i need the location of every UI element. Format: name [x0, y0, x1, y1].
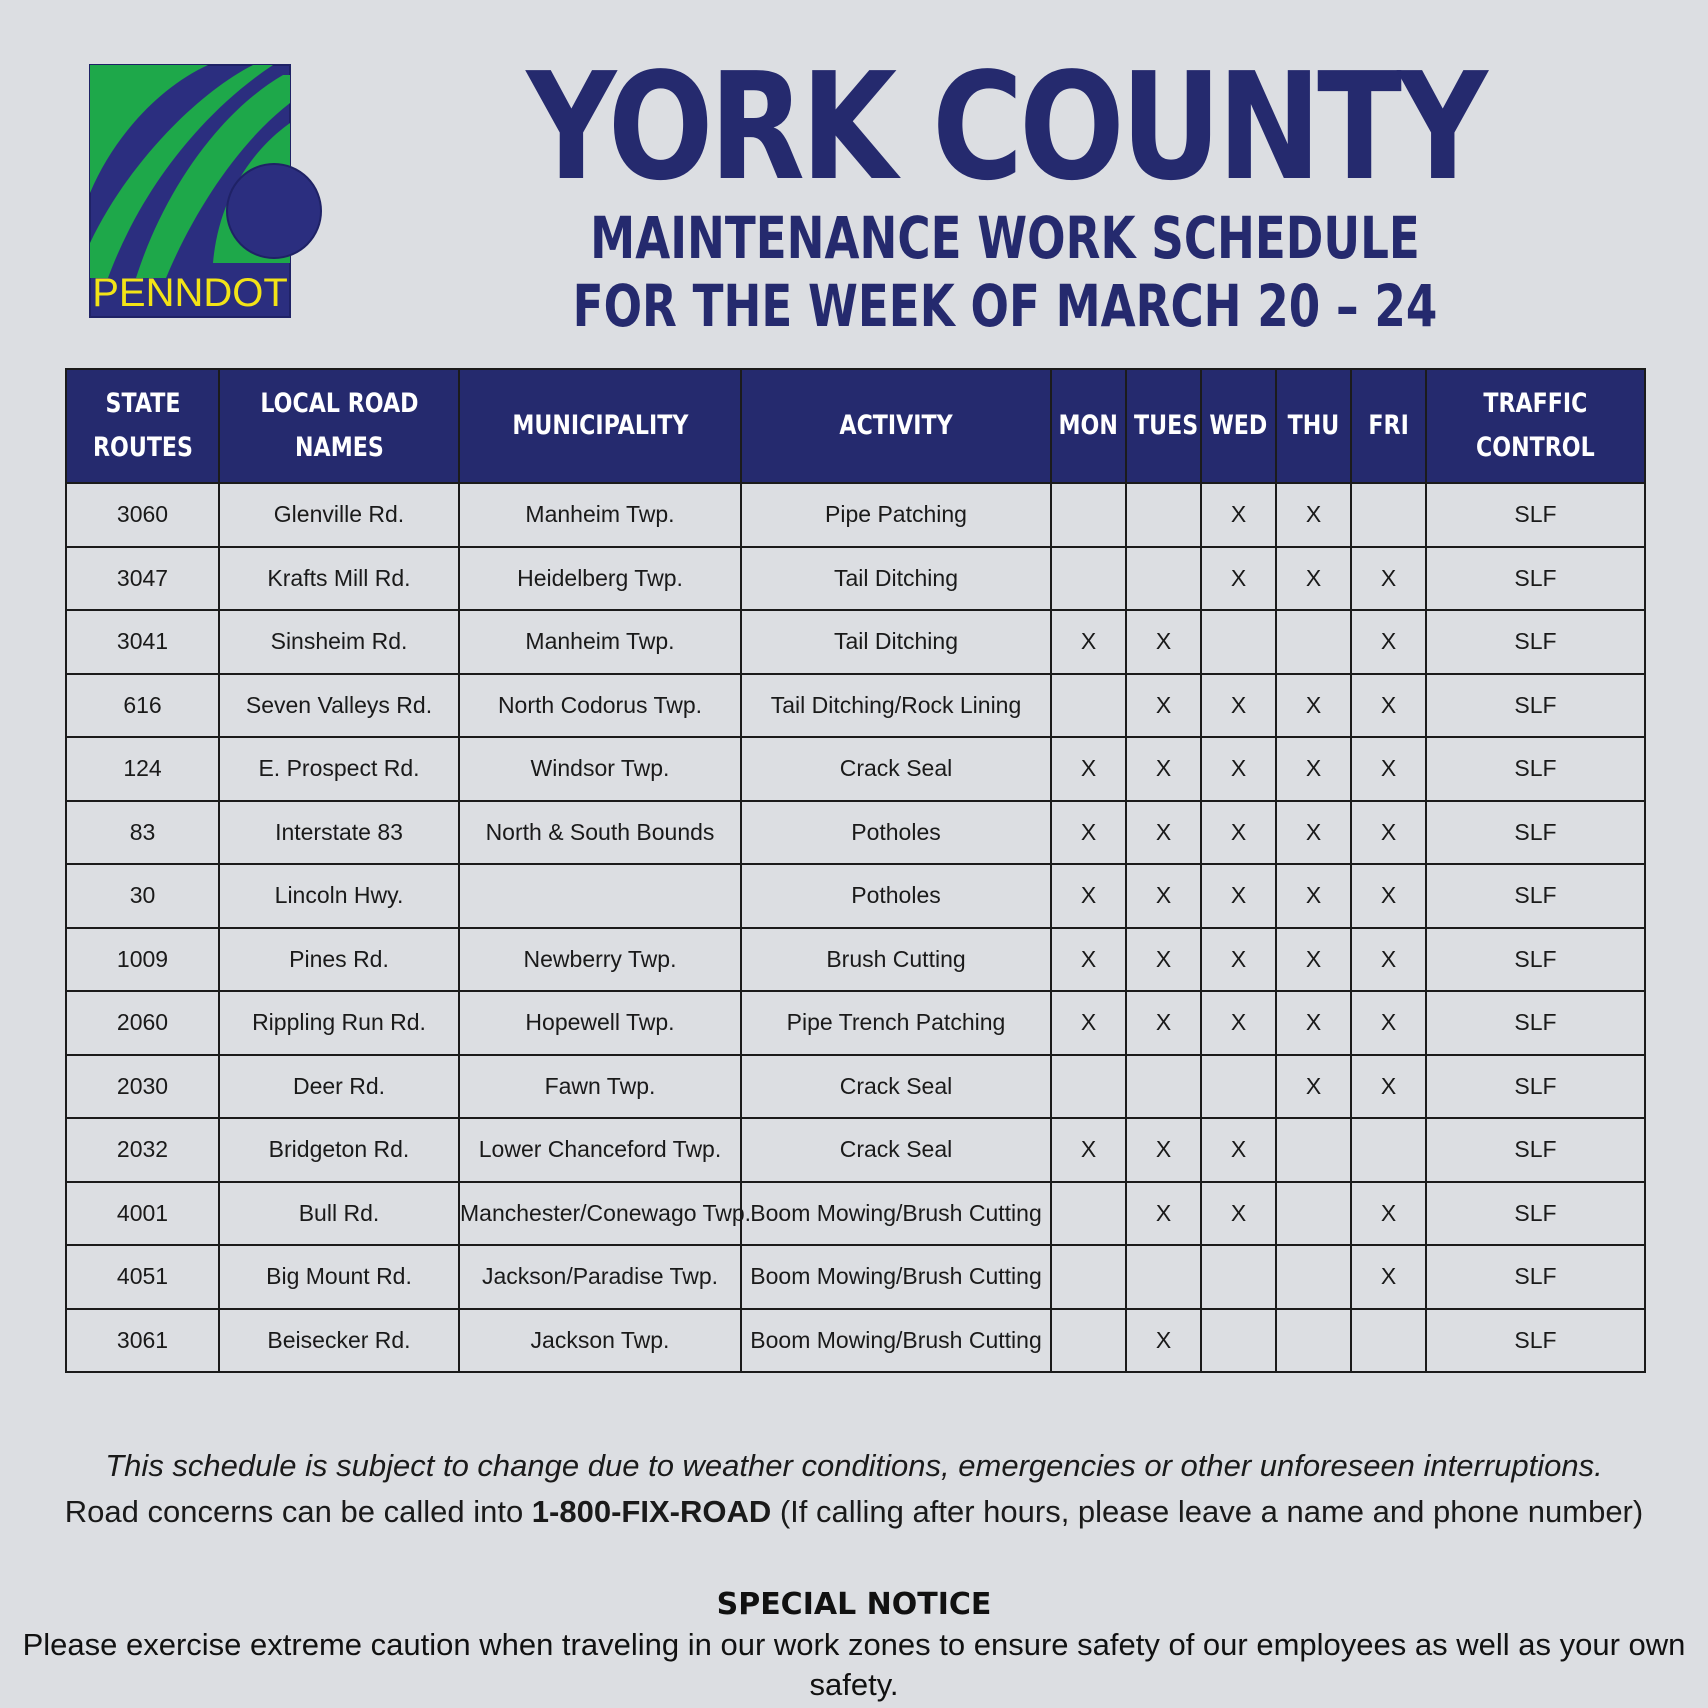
header-municipality: MUNICIPALITY: [459, 369, 741, 483]
cell-thu: [1276, 1309, 1351, 1373]
cell-activity: Potholes: [741, 801, 1051, 865]
cell-tues: X: [1126, 1182, 1201, 1246]
header: [430, 41, 1580, 340]
cell-fri: X: [1351, 1182, 1426, 1246]
cell-thu: [1276, 1182, 1351, 1246]
cell-local-road: Sinsheim Rd.: [219, 610, 459, 674]
cell-mon: [1051, 483, 1126, 547]
cell-activity: Brush Cutting: [741, 928, 1051, 992]
schedule-table: [65, 368, 1646, 1373]
table-row: [66, 1182, 1645, 1246]
cell-wed: [1201, 1245, 1276, 1309]
cell-fri: X: [1351, 547, 1426, 611]
cell-traffic-control: SLF: [1426, 1309, 1645, 1373]
table-row: [66, 610, 1645, 674]
cell-municipality: North & South Bounds: [459, 801, 741, 865]
cell-activity: Tail Ditching/Rock Lining: [741, 674, 1051, 738]
cell-traffic-control: SLF: [1426, 674, 1645, 738]
cell-thu: X: [1276, 864, 1351, 928]
cell-thu: [1276, 610, 1351, 674]
cell-municipality: Manheim Twp.: [459, 610, 741, 674]
table-row: [66, 864, 1645, 928]
special-notice: [0, 1585, 1708, 1705]
cell-traffic-control: SLF: [1426, 483, 1645, 547]
cell-tues: X: [1126, 674, 1201, 738]
cell-activity: Boom Mowing/Brush Cutting: [741, 1182, 1051, 1246]
cell-mon: X: [1051, 737, 1126, 801]
cell-municipality: [459, 864, 741, 928]
cell-tues: X: [1126, 991, 1201, 1055]
cell-traffic-control: SLF: [1426, 1245, 1645, 1309]
cell-thu: X: [1276, 674, 1351, 738]
cell-traffic-control: SLF: [1426, 1055, 1645, 1119]
cell-traffic-control: SLF: [1426, 1118, 1645, 1182]
special-notice-title: SPECIAL NOTICE: [716, 1587, 992, 1622]
cell-tues: X: [1126, 610, 1201, 674]
cell-state-route: 3047: [66, 547, 219, 611]
week-range: FOR THE WEEK OF MARCH 20 – 24: [572, 272, 1438, 340]
cell-traffic-control: SLF: [1426, 1182, 1645, 1246]
table-row: [66, 483, 1645, 547]
cell-municipality: Lower Chanceford Twp.: [459, 1118, 741, 1182]
cell-tues: [1126, 547, 1201, 611]
cell-mon: X: [1051, 991, 1126, 1055]
cell-activity: Crack Seal: [741, 1055, 1051, 1119]
table-row: [66, 991, 1645, 1055]
concerns-prefix: Road concerns can be called into: [64, 1494, 532, 1529]
schedule-body: [66, 483, 1645, 1372]
cell-wed: X: [1201, 864, 1276, 928]
cell-wed: X: [1201, 1182, 1276, 1246]
cell-state-route: 3060: [66, 483, 219, 547]
cell-thu: X: [1276, 483, 1351, 547]
cell-tues: X: [1126, 1309, 1201, 1373]
road-concerns-line: [0, 1489, 1708, 1535]
cell-municipality: Windsor Twp.: [459, 737, 741, 801]
cell-tues: X: [1126, 1118, 1201, 1182]
cell-activity: Crack Seal: [741, 1118, 1051, 1182]
cell-wed: [1201, 1055, 1276, 1119]
cell-mon: [1051, 1055, 1126, 1119]
cell-thu: X: [1276, 547, 1351, 611]
cell-municipality: North Codorus Twp.: [459, 674, 741, 738]
cell-thu: X: [1276, 1055, 1351, 1119]
cell-activity: Tail Ditching: [741, 610, 1051, 674]
cell-local-road: E. Prospect Rd.: [219, 737, 459, 801]
cell-fri: X: [1351, 737, 1426, 801]
cell-mon: X: [1051, 864, 1126, 928]
penndot-logo: [88, 63, 328, 321]
cell-wed: X: [1201, 801, 1276, 865]
table-row: [66, 547, 1645, 611]
concerns-suffix: (If calling after hours, please leave a name and phone number): [771, 1494, 1644, 1529]
header-mon: MON: [1051, 369, 1126, 483]
cell-wed: X: [1201, 991, 1276, 1055]
cell-state-route: 2060: [66, 991, 219, 1055]
cell-tues: [1126, 483, 1201, 547]
cell-fri: X: [1351, 1245, 1426, 1309]
cell-fri: X: [1351, 610, 1426, 674]
table-row: [66, 674, 1645, 738]
penndot-logo-icon: [88, 63, 328, 321]
cell-local-road: Lincoln Hwy.: [219, 864, 459, 928]
cell-traffic-control: SLF: [1426, 547, 1645, 611]
cell-traffic-control: SLF: [1426, 610, 1645, 674]
cell-state-route: 83: [66, 801, 219, 865]
header-state-routes: STATE ROUTES: [66, 369, 219, 483]
cell-tues: X: [1126, 864, 1201, 928]
cell-fri: [1351, 483, 1426, 547]
cell-municipality: Fawn Twp.: [459, 1055, 741, 1119]
cell-thu: [1276, 1245, 1351, 1309]
table-header-row: [66, 369, 1645, 483]
header-thu: THU: [1276, 369, 1351, 483]
cell-activity: Potholes: [741, 864, 1051, 928]
table-row: [66, 1118, 1645, 1182]
cell-activity: Pipe Patching: [741, 483, 1051, 547]
table-row: [66, 928, 1645, 992]
penndot-logo-text: PENNDOT: [92, 271, 288, 315]
table-row: [66, 801, 1645, 865]
table-row: [66, 1309, 1645, 1373]
header-local-road-names: LOCAL ROAD NAMES: [219, 369, 459, 483]
cell-mon: [1051, 1245, 1126, 1309]
header-wed: WED: [1201, 369, 1276, 483]
cell-local-road: Bridgeton Rd.: [219, 1118, 459, 1182]
footer-notes: [0, 1443, 1708, 1535]
cell-local-road: Krafts Mill Rd.: [219, 547, 459, 611]
cell-wed: [1201, 610, 1276, 674]
cell-local-road: Seven Valleys Rd.: [219, 674, 459, 738]
cell-fri: X: [1351, 801, 1426, 865]
special-notice-body: Please exercise extreme caution when traveling in our work zones to ensure safety of our employees as well as your own safety.: [22, 1627, 1686, 1702]
cell-tues: X: [1126, 928, 1201, 992]
cell-mon: X: [1051, 928, 1126, 992]
cell-wed: X: [1201, 483, 1276, 547]
header-traffic-control: TRAFFIC CONTROL: [1426, 369, 1645, 483]
cell-local-road: Pines Rd.: [219, 928, 459, 992]
page-subtitle: MAINTENANCE WORK SCHEDULE: [590, 204, 1420, 272]
cell-thu: X: [1276, 737, 1351, 801]
cell-mon: X: [1051, 801, 1126, 865]
cell-state-route: 4001: [66, 1182, 219, 1246]
cell-state-route: 30: [66, 864, 219, 928]
cell-state-route: 124: [66, 737, 219, 801]
cell-fri: [1351, 1118, 1426, 1182]
cell-municipality: Manchester/Conewago Twp.: [459, 1182, 741, 1246]
cell-municipality: Jackson/Paradise Twp.: [459, 1245, 741, 1309]
cell-state-route: 616: [66, 674, 219, 738]
header-fri: FRI: [1351, 369, 1426, 483]
cell-wed: X: [1201, 547, 1276, 611]
cell-wed: [1201, 1309, 1276, 1373]
cell-traffic-control: SLF: [1426, 864, 1645, 928]
cell-state-route: 3061: [66, 1309, 219, 1373]
cell-mon: X: [1051, 610, 1126, 674]
table-row: [66, 1245, 1645, 1309]
cell-thu: X: [1276, 801, 1351, 865]
cell-state-route: 2030: [66, 1055, 219, 1119]
cell-traffic-control: SLF: [1426, 991, 1645, 1055]
cell-activity: Tail Ditching: [741, 547, 1051, 611]
cell-fri: X: [1351, 674, 1426, 738]
cell-traffic-control: SLF: [1426, 737, 1645, 801]
header-activity: ACTIVITY: [741, 369, 1051, 483]
cell-thu: X: [1276, 928, 1351, 992]
cell-mon: [1051, 1182, 1126, 1246]
cell-fri: X: [1351, 864, 1426, 928]
cell-fri: X: [1351, 991, 1426, 1055]
cell-municipality: Newberry Twp.: [459, 928, 741, 992]
cell-activity: Boom Mowing/Brush Cutting: [741, 1309, 1051, 1373]
cell-local-road: Rippling Run Rd.: [219, 991, 459, 1055]
cell-wed: X: [1201, 928, 1276, 992]
cell-mon: [1051, 674, 1126, 738]
page-title: YORK COUNTY: [526, 41, 1484, 213]
cell-local-road: Interstate 83: [219, 801, 459, 865]
cell-tues: X: [1126, 801, 1201, 865]
cell-mon: X: [1051, 1118, 1126, 1182]
cell-thu: [1276, 1118, 1351, 1182]
cell-state-route: 3041: [66, 610, 219, 674]
cell-traffic-control: SLF: [1426, 801, 1645, 865]
cell-mon: [1051, 1309, 1126, 1373]
cell-state-route: 2032: [66, 1118, 219, 1182]
cell-wed: X: [1201, 674, 1276, 738]
cell-activity: Crack Seal: [741, 737, 1051, 801]
cell-activity: Boom Mowing/Brush Cutting: [741, 1245, 1051, 1309]
cell-local-road: Beisecker Rd.: [219, 1309, 459, 1373]
cell-state-route: 1009: [66, 928, 219, 992]
cell-municipality: Manheim Twp.: [459, 483, 741, 547]
cell-tues: X: [1126, 737, 1201, 801]
cell-municipality: Heidelberg Twp.: [459, 547, 741, 611]
cell-traffic-control: SLF: [1426, 928, 1645, 992]
table-row: [66, 1055, 1645, 1119]
cell-state-route: 4051: [66, 1245, 219, 1309]
table-row: [66, 737, 1645, 801]
cell-fri: [1351, 1309, 1426, 1373]
cell-tues: [1126, 1245, 1201, 1309]
cell-local-road: Deer Rd.: [219, 1055, 459, 1119]
cell-local-road: Big Mount Rd.: [219, 1245, 459, 1309]
cell-fri: X: [1351, 928, 1426, 992]
header-tues: TUES: [1126, 369, 1201, 483]
cell-wed: X: [1201, 1118, 1276, 1182]
cell-mon: [1051, 547, 1126, 611]
cell-municipality: Hopewell Twp.: [459, 991, 741, 1055]
cell-thu: X: [1276, 991, 1351, 1055]
phone-number: 1-800-FIX-ROAD: [531, 1494, 772, 1529]
schedule-disclaimer: This schedule is subject to change due to weather conditions, emergencies or other unforeseen interruptions.: [105, 1448, 1603, 1483]
cell-wed: X: [1201, 737, 1276, 801]
cell-local-road: Bull Rd.: [219, 1182, 459, 1246]
cell-activity: Pipe Trench Patching: [741, 991, 1051, 1055]
cell-local-road: Glenville Rd.: [219, 483, 459, 547]
cell-fri: X: [1351, 1055, 1426, 1119]
cell-tues: [1126, 1055, 1201, 1119]
cell-municipality: Jackson Twp.: [459, 1309, 741, 1373]
